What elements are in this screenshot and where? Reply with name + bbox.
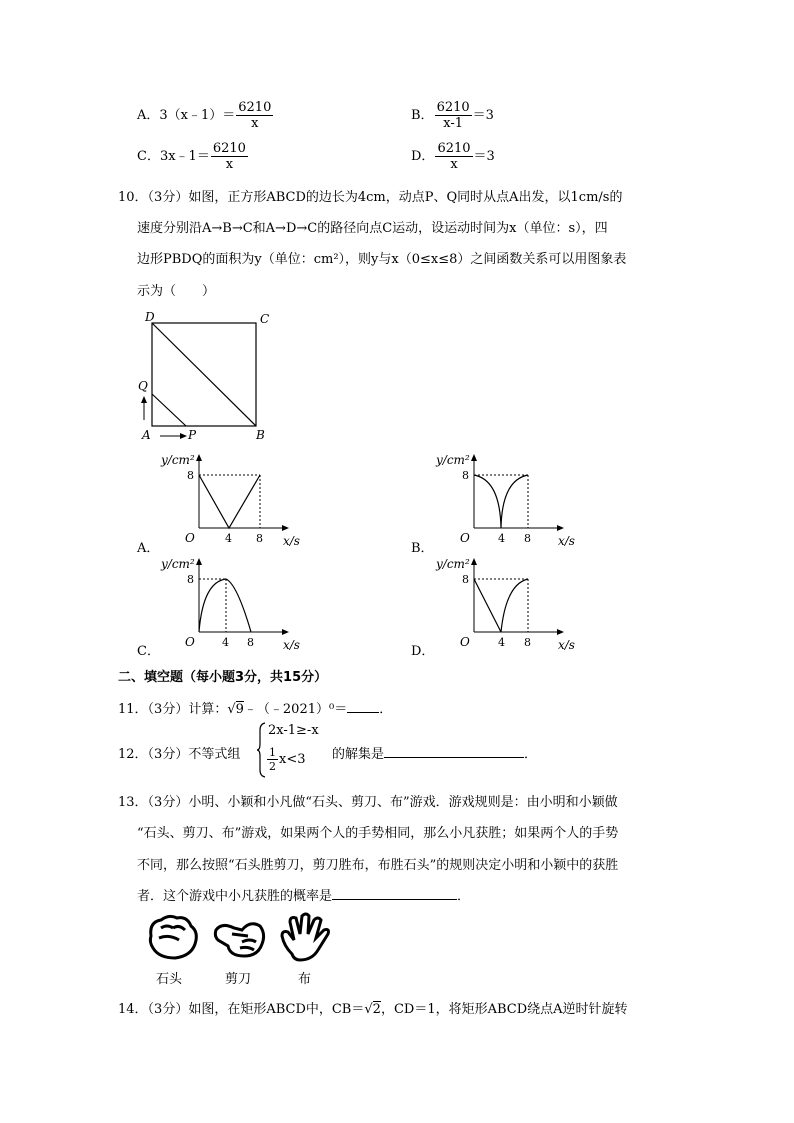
q12-suffix: 的解集是 ． [332, 747, 538, 762]
x-tick-4: 4 [498, 636, 505, 649]
q10-option-c-label: C． [137, 644, 160, 659]
diagonal-bd [152, 323, 256, 426]
q14: 14．（3分）如图，在矩形ABCD中，CB＝√2，CD＝1，将矩形ABCD绕点A逆时针旋转 [118, 1002, 628, 1017]
label-paper: 布 [298, 972, 312, 987]
q12-inequality-2: $\frac{1}{2}$ x<3 [269, 746, 306, 773]
paper-hand-icon [278, 910, 334, 964]
q10-option-a-label: A． [137, 541, 160, 556]
answer-blank [332, 887, 457, 900]
q9-option-c: C．3x﹣1＝ $\frac{6210}{x}$ [137, 141, 246, 172]
fraction: $\frac{6210}{x-1}$ [436, 100, 470, 131]
y-tick-8: 8 [187, 573, 194, 586]
sqrt-symbol: √ [227, 702, 236, 717]
y-axis-label: y/cm² [436, 453, 470, 467]
x-tick-8: 8 [524, 636, 531, 649]
q10-line-3: 边形PBDQ的面积为y（单位：cm²），则y与x（0≤x≤8）之间函数关系可以用图象表 [137, 252, 627, 267]
y-axis-label: y/cm² [161, 557, 195, 571]
fraction: $\frac{1}{2}$ [269, 746, 276, 773]
origin-label: O [460, 635, 470, 649]
origin-label: O [460, 531, 470, 545]
brace-icon [256, 722, 266, 778]
x-tick-8: 8 [247, 636, 254, 649]
y-tick-8: 8 [462, 573, 469, 586]
q10-line-1: 10．（3分）如图，正方形ABCD的边长为4cm，动点P、Q同时从点A出发，以1cm/s的 [118, 190, 623, 205]
q10-option-d-label: D． [411, 644, 435, 659]
x-axis-label: x/s [558, 638, 575, 652]
segment-pq [152, 394, 186, 426]
label-a: A [142, 428, 151, 442]
label-p: P [188, 428, 197, 442]
scissors-hand-icon [212, 912, 268, 962]
y-axis-label: y/cm² [161, 453, 195, 467]
q9-option-a: A．3（x﹣1）＝ $\frac{6210}{x}$ [137, 100, 272, 131]
q13-line-4: 者．这个游戏中小凡获胜的概率是 ． [137, 889, 471, 904]
q13-line-2: “石头、剪刀、布”游戏，如果两个人的手势相同，那么小凡获胜；如果两个人的手势 [137, 826, 619, 841]
label-c: C [260, 312, 270, 326]
q10-line-2: 速度分别沿A→B→C和A→D→C的路径向点C运动，设运动时间为x（单位：s），四 [137, 221, 608, 236]
answer-blank [347, 700, 379, 713]
q12-prefix: 12．（3分）不等式组 [118, 747, 241, 762]
label-b: B [256, 428, 265, 442]
q13-line-1: 13．（3分）小明、小颖和小凡做“石头、剪刀、布”游戏．游戏规则是：由小明和小颖做 [118, 795, 618, 810]
x-axis-label: x/s [558, 534, 575, 548]
section-title: 二、填空题（每小题3分，共15分） [118, 670, 328, 685]
x-tick-8: 8 [524, 532, 531, 545]
x-tick-4: 4 [498, 532, 505, 545]
label-d: D [145, 310, 155, 324]
q11: 11．（3分）计算：√9﹣（﹣2021）⁰＝ ． [118, 702, 393, 717]
origin-label: O [185, 531, 195, 545]
graph-option-b [430, 450, 580, 550]
graph-option-c [155, 554, 305, 654]
origin-label: O [185, 635, 195, 649]
x-tick-4: 4 [222, 636, 229, 649]
label-q: Q [138, 379, 148, 393]
y-axis-label: y/cm² [436, 557, 470, 571]
y-tick-8: 8 [187, 469, 194, 482]
arrow-up-head [141, 396, 147, 403]
y-tick-8: 8 [462, 469, 469, 482]
sqrt-symbol: √ [364, 1002, 373, 1017]
q9-option-b: B． $\frac{6210}{x-1}$ ＝3 [411, 100, 494, 131]
q12-inequality-1: 2x-1≥-x [268, 723, 319, 738]
sqrt-radicand: 2 [372, 1002, 381, 1017]
label-rock: 石头 [156, 972, 183, 987]
q13-line-3: 不同，那么按照“石头胜剪刀，剪刀胜布，布胜石头”的规则决定小明和小颖中的获胜 [137, 858, 619, 873]
graph-option-a [155, 450, 305, 550]
x-tick-8: 8 [256, 532, 263, 545]
fraction: $\frac{6210}{x}$ [238, 100, 272, 131]
answer-blank [384, 745, 524, 758]
x-axis-label: x/s [283, 534, 300, 548]
fraction: $\frac{6210}{x}$ [437, 141, 471, 172]
arrow-right-head [180, 433, 187, 439]
x-axis-label: x/s [283, 638, 300, 652]
x-tick-4: 4 [225, 532, 232, 545]
q9-option-d: D． $\frac{6210}{x}$ ＝3 [411, 141, 495, 172]
label-scissors: 剪刀 [225, 972, 252, 987]
q10-line-4: 示为（ ） [137, 284, 216, 299]
graph-option-d [430, 554, 580, 654]
sqrt-radicand: 9 [235, 702, 244, 717]
square-figure [130, 308, 280, 443]
fraction: $\frac{6210}{x}$ [212, 141, 246, 172]
q10-option-b-label: B． [411, 541, 434, 556]
rock-hand-icon [145, 912, 201, 962]
